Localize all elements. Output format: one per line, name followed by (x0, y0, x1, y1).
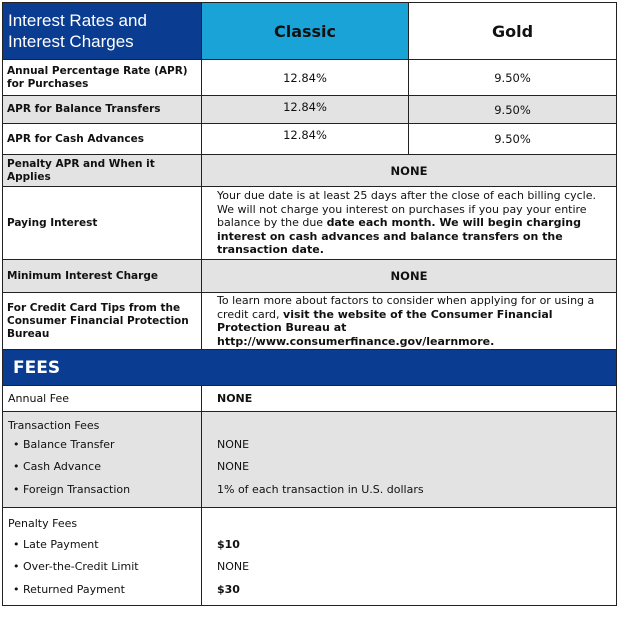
classic-rate: 12.84% (202, 96, 409, 123)
minimum-interest-row (2, 260, 617, 293)
fee-item-label: • Cash Advance (13, 460, 101, 474)
rate-label: Annual Percentage Rate (APR) for Purchases (3, 60, 202, 95)
transaction-fees-labels (3, 412, 202, 507)
column-header-classic: Classic (202, 3, 409, 59)
rate-label: APR for Cash Advances (3, 124, 202, 154)
transaction-fees-values (202, 412, 616, 507)
annual-fee-label: Annual Fee (3, 386, 202, 411)
annual-fee-row (2, 386, 617, 412)
fee-item-value: NONE (217, 437, 250, 451)
transaction-fees-label: Transaction Fees (8, 418, 100, 432)
minimum-interest-value: NONE (390, 269, 428, 283)
rate-row-cash-advances (2, 124, 617, 155)
fee-item-label: • Balance Transfer (13, 437, 115, 451)
penalty-fees-label: Penalty Fees (8, 516, 78, 530)
paying-interest-text (202, 187, 616, 259)
paying-interest-row (2, 187, 617, 260)
gold-rate: 9.50% (494, 70, 531, 85)
minimum-interest-label: Minimum Interest Charge (3, 260, 202, 292)
section-title-interest: Interest Rates and Interest Charges (3, 3, 202, 59)
gold-rate: 9.50% (494, 102, 531, 117)
penalty-fees-row (2, 508, 617, 606)
paying-interest-bold: date each month. We will begin charging interest on cash advances and balance transfers on the transaction date. (217, 216, 581, 257)
fee-item-label: • Over-the-Credit Limit (13, 560, 139, 574)
header-row (2, 2, 617, 60)
paying-interest-label: Paying Interest (3, 187, 202, 259)
cfpb-bold: visit the website of the Consumer Financial Protection Bureau at http://www.consumerfinance.gov/learnmore. (217, 307, 553, 348)
transaction-fees-row (2, 412, 617, 508)
paying-interest-plain: Your due date is at least 25 days after the close of each billing cycle. We will not charge you interest on purchases if you pay your entire balance by the due (217, 189, 596, 230)
gold-rate: 9.50% (494, 132, 531, 146)
cfpb-plain: To learn more about factors to consider when applying for or using a credit card, (217, 294, 595, 321)
section-title-fees: FEES (2, 350, 617, 386)
column-header-gold: Gold (409, 3, 616, 59)
fee-item-value: $30 (217, 582, 240, 596)
disclosure-table (2, 2, 617, 606)
fee-item-value: $10 (217, 537, 240, 551)
classic-rate: 12.84% (202, 60, 409, 95)
cfpb-text (202, 293, 616, 349)
cfpb-row (2, 293, 617, 350)
penalty-apr-label: Penalty APR and When it Applies (3, 155, 202, 186)
annual-fee-value: NONE (217, 392, 253, 405)
fee-item-value: NONE (217, 460, 250, 474)
penalty-fees-labels (3, 508, 202, 605)
cfpb-label: For Credit Card Tips from the Consumer Financial Protection Bureau (3, 293, 202, 349)
penalty-apr-row (2, 155, 617, 187)
rate-row-purchases (2, 60, 617, 96)
rate-label: APR for Balance Transfers (3, 96, 202, 123)
fee-item-label: • Foreign Transaction (13, 482, 131, 496)
fee-item-label: • Returned Payment (13, 582, 125, 596)
fee-item-label: • Late Payment (13, 537, 99, 551)
fee-item-value: NONE (217, 560, 250, 574)
classic-rate: 12.84% (202, 124, 409, 154)
rate-row-balance-transfers (2, 96, 617, 124)
fee-item-value: 1% of each transaction in U.S. dollars (217, 482, 424, 496)
penalty-fees-values (202, 508, 616, 605)
penalty-apr-value: NONE (390, 163, 428, 178)
